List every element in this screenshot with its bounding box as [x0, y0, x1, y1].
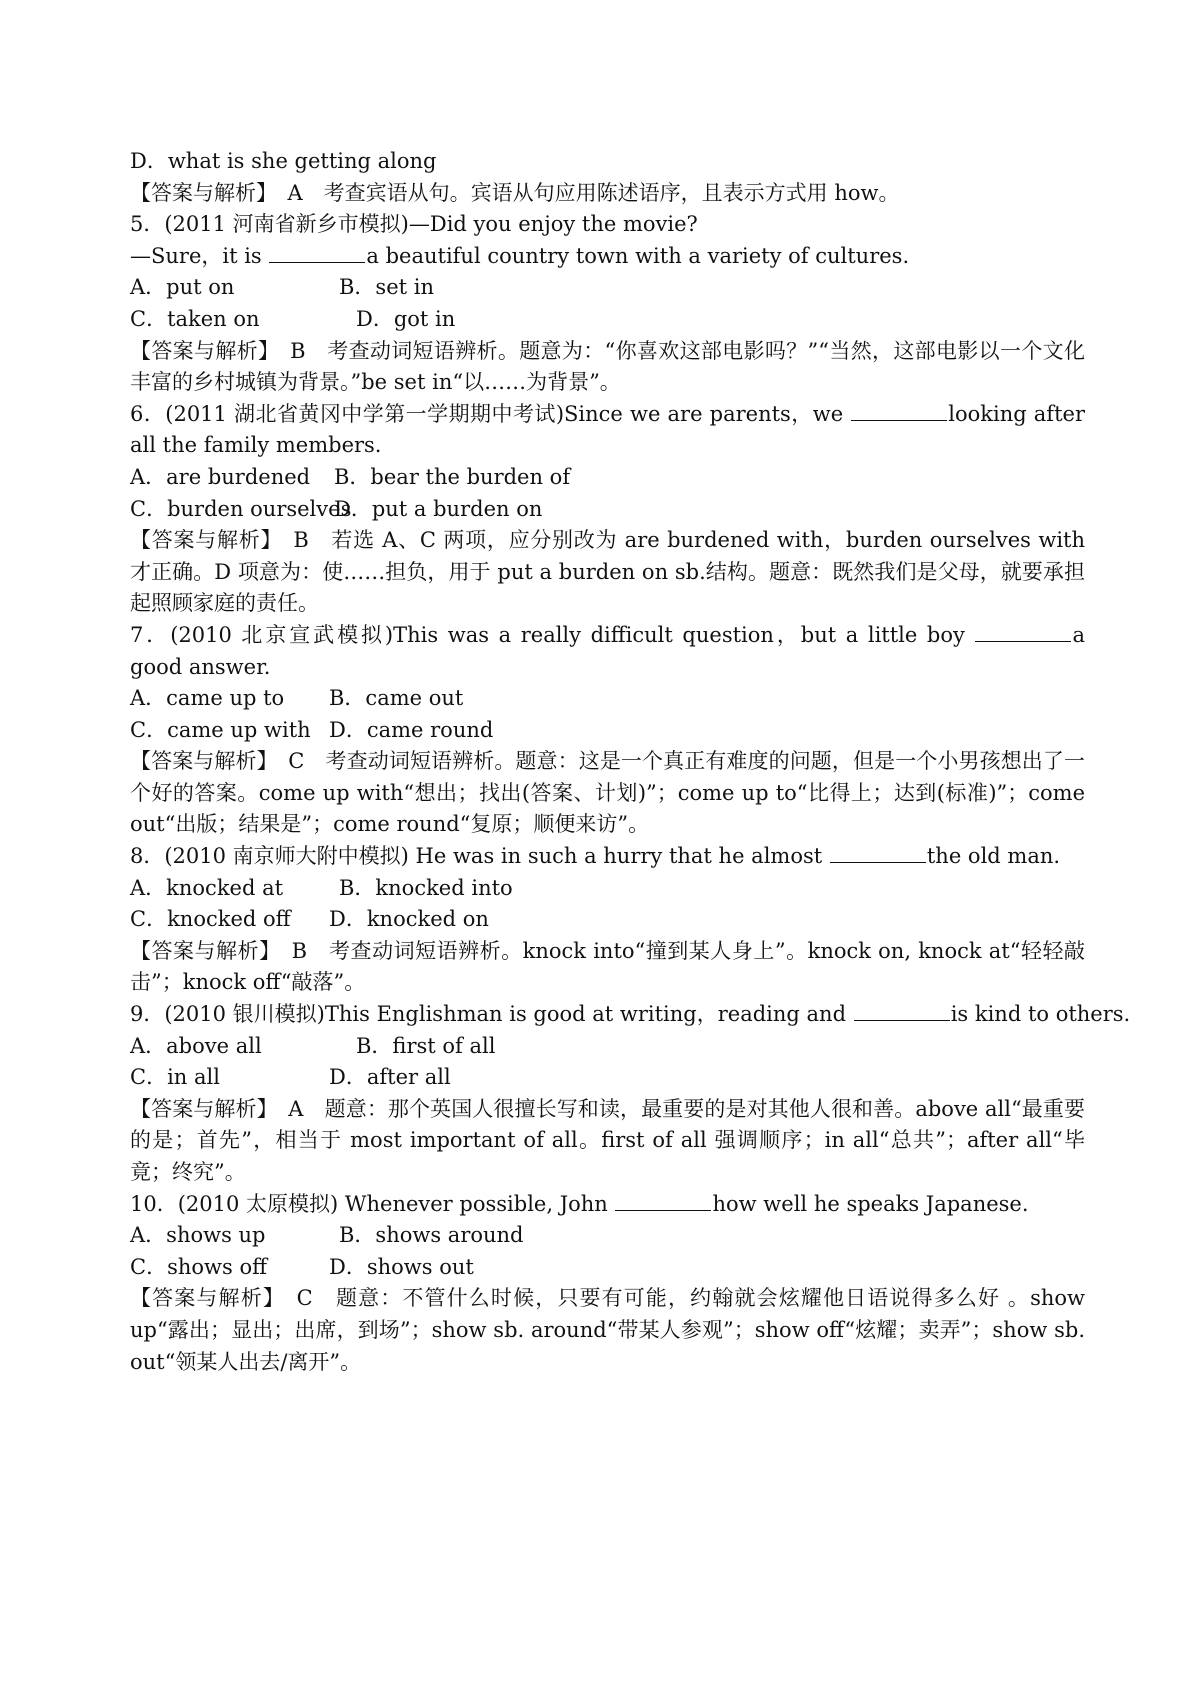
q9-options-cd	[130, 1062, 1085, 1094]
q7-options-ab	[130, 683, 1085, 715]
q5-stem-b	[130, 241, 1085, 273]
q10-stem-pre: 10．(2010 太原模拟) Whenever possible, John	[130, 1191, 615, 1216]
q5-stem-a: 5．(2011 河南省新乡市模拟)—Did you enjoy the movie?	[130, 212, 698, 237]
q9-stem-post: is kind to others.	[950, 1002, 1131, 1027]
q10-blank	[615, 1190, 711, 1211]
q7-option-a: A．came up to	[130, 686, 285, 711]
q9-options-ab	[130, 1031, 1085, 1063]
q5-stem-post: a beautiful country town with a variety of cultures.	[366, 243, 910, 268]
q10-options-cd	[130, 1252, 1085, 1284]
q8-blank	[830, 842, 926, 863]
q8-options-cd	[130, 904, 1085, 936]
q10-stem-post: how well he speaks Japanese.	[712, 1191, 1029, 1216]
q9-stem-pre: 9．(2010 银川模拟)This Englishman is good at writing，reading and	[130, 1002, 853, 1027]
q7-option-d: D．came round	[329, 717, 494, 742]
q8-answer: 【答案与解析】 B 考查动词短语辨析。knock into“撞到某人身上”。knock on, knock at“轻轻敲击”；knock off“敲落”。	[130, 938, 1085, 995]
q7-stem-post: a good answer.	[130, 622, 1085, 679]
q10-stem	[130, 1189, 1085, 1221]
q4-option-d: D．what is she getting along	[130, 149, 437, 173]
q6-stem-pre: 6．(2011 湖北省黄冈中学第一学期期中考试)Since we are parents，we	[130, 401, 851, 426]
q10-answer: 【答案与解析】 C 题意：不管什么时候，只要有可能，约翰就会炫耀他日语说得多么好 。show up“露出；显出；出席，到场”；show sb. around“带某人参观”；show off“炫耀；卖弄”；show sb. out“领某人出去/离开”。	[130, 1286, 1085, 1374]
q10-option-d: D．shows out	[329, 1254, 474, 1279]
q9-option-d: D．after all	[329, 1065, 451, 1090]
q10-options-ab	[130, 1220, 1085, 1252]
q9-answer: 【答案与解析】 A 题意：那个英国人很擅长写和读，最重要的是对其他人很和善。above all“最重要的是；首先”，相当于 most important of all。first of all 强调顺序；in all“总共”；after all“毕竟；终究”。	[130, 1096, 1085, 1184]
q5-options-cd	[130, 304, 1085, 336]
q8-option-c: C．knocked off	[130, 907, 291, 932]
q7-stem-pre: 7．(2010 北京宣武模拟)This was a really difficult question，but a little boy	[130, 622, 975, 647]
q6-option-b: B．bear the burden of	[334, 464, 571, 489]
exercise-page	[130, 146, 1131, 1378]
q6-stem-post: looking after all the family members.	[130, 401, 1085, 458]
q5-blank	[269, 242, 365, 263]
q5-option-c: C．taken on	[130, 306, 260, 331]
q8-stem-post: the old man.	[926, 844, 1061, 869]
q6-option-a: A．are burdened	[130, 464, 311, 489]
q6-option-c: C．burden ourselves	[130, 496, 352, 521]
q8-stem-pre: 8．(2010 南京师大附中模拟) He was in such a hurry that he almost	[130, 844, 829, 869]
q8-options-ab	[130, 873, 1085, 905]
q7-stem	[130, 620, 1085, 683]
q4-answer: 【答案与解析】 A 考查宾语从句。宾语从句应用陈述语序，且表示方式用 how。	[130, 180, 900, 205]
q7-options-cd	[130, 715, 1085, 747]
q6-stem	[130, 399, 1085, 462]
q9-option-b: B．first of all	[356, 1033, 496, 1058]
q5-option-d: D．got in	[356, 306, 456, 331]
q9-blank	[854, 1000, 950, 1021]
q10-option-a: A．shows up	[130, 1223, 266, 1248]
q6-options-ab	[130, 462, 1085, 494]
q6-options-cd	[130, 494, 1085, 526]
q10-option-c: C．shows off	[130, 1254, 268, 1279]
q8-option-a: A．knocked at	[130, 875, 284, 900]
q5-answer: 【答案与解析】 B 考查动词短语辨析。题意为：“你喜欢这部电影吗？”“当然，这部电影以一个文化丰富的乡村城镇为背景。”be set in“以……为背景”。	[130, 338, 1085, 395]
q10-option-b: B．shows around	[339, 1223, 524, 1248]
q9-option-c: C．in all	[130, 1065, 220, 1090]
q9-option-a: A．above all	[130, 1033, 262, 1058]
q9-stem	[130, 999, 1131, 1031]
q6-option-d: D．put a burden on	[334, 496, 543, 521]
q8-option-d: D．knocked on	[329, 907, 489, 932]
q8-stem	[130, 841, 1085, 873]
q5-options-ab	[130, 272, 1085, 304]
q6-blank	[851, 400, 947, 421]
q5-option-b: B．set in	[339, 275, 434, 300]
q5-option-a: A．put on	[130, 275, 235, 300]
q6-answer: 【答案与解析】 B 若选 A、C 两项，应分别改为 are burdened with，burden ourselves with 才正确。D 项意为：使……担负，用于 put a burden on sb.结构。题意：既然我们是父母，就要承担起照顾家庭的责任。	[130, 528, 1085, 616]
q7-answer: 【答案与解析】 C 考查动词短语辨析。题意：这是一个真正有难度的问题，但是一个小男孩想出了一个好的答案。come up with“想出；找出(答案、计划)”；come up to“比得上；达到(标准)”；come out“出版；结果是”；come round“复原；顺便来访”。	[130, 749, 1085, 837]
q7-option-c: C．came up with	[130, 717, 311, 742]
q8-option-b: B．knocked into	[339, 875, 513, 900]
q7-option-b: B．came out	[329, 686, 464, 711]
q7-blank	[975, 621, 1071, 642]
q5-stem-pre: —Sure，it is	[130, 243, 269, 268]
